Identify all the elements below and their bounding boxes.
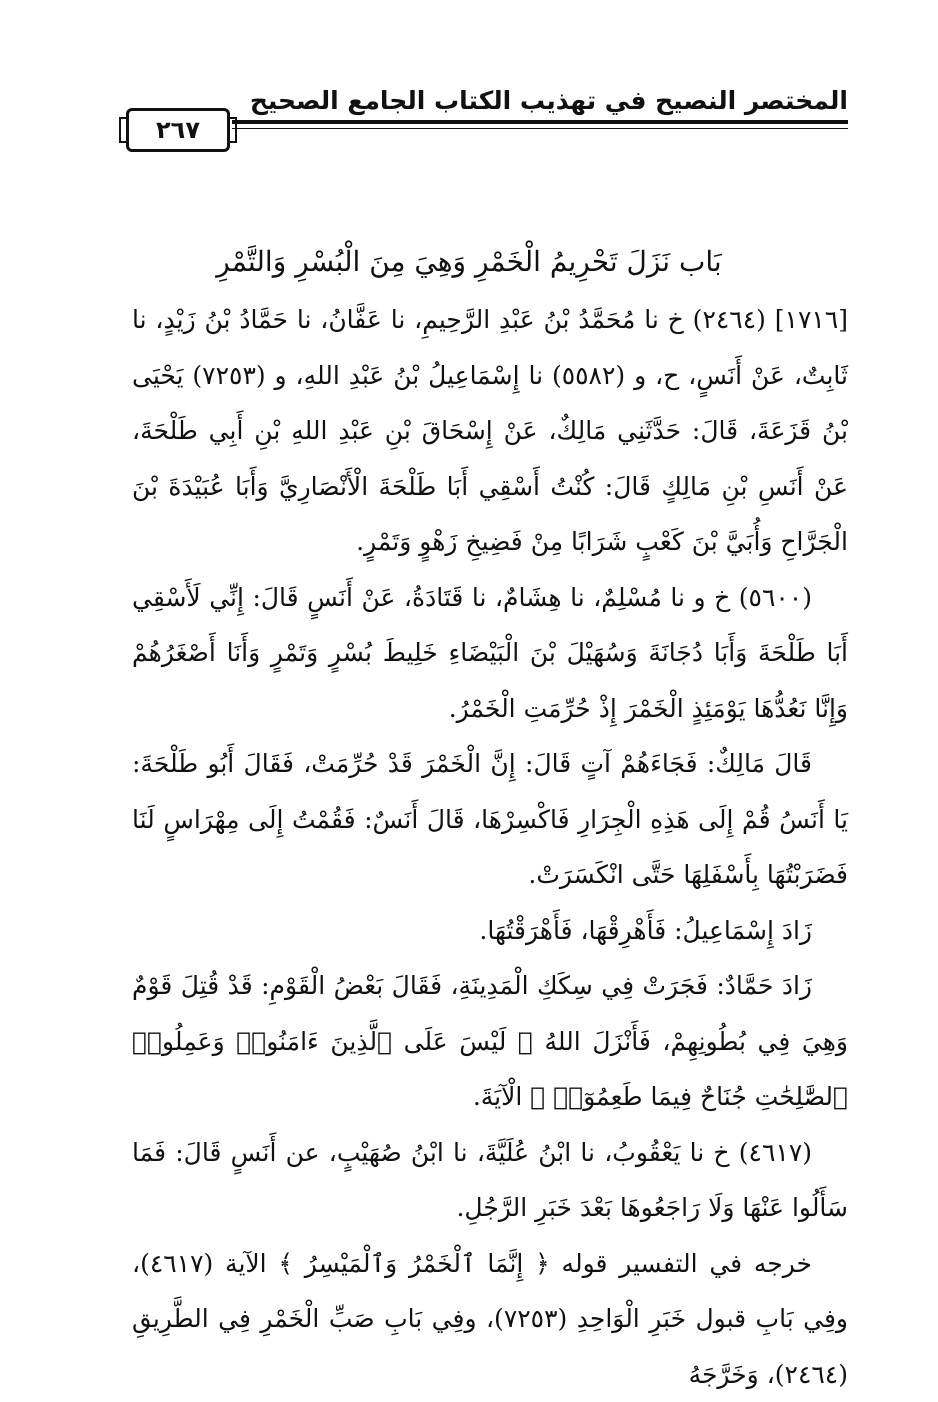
paragraph-ismail: زَادَ إِسْمَاعِيلُ: فَأَهْرِقْهَا، فَأَهْرَقْتُهَا. (132, 903, 848, 959)
paragraph-hadith-5600: (٥٦٠٠) خ و نا مُسْلِمٌ، نا هِشَامٌ، نا قَتَادَةُ، عَنْ أَنَسٍ قَالَ: إِنِّي لَأَسْقِي أَبَا طَلْحَةَ وَأَبَا دُجَانَةَ وَسُهَيْلَ بْنَ الْبَيْضَاءِ خَلِيطَ بُسْرٍ وَتَمْرٍ وَأَنَا أَصْغَرُهُمْ وَإِنَّا نَعُدُّهَا يَوْمَئِذٍ الْخَمْرَ إِذْ حُرِّمَتِ الْخَمْرُ. (132, 570, 848, 737)
running-title: المختصر النصيح في تهذيب الكتاب الجامع الصحيح (250, 86, 848, 116)
header-rule-thin (232, 128, 848, 129)
paragraph-takhrij: خرجه في التفسير قوله ﴿ إِنَّمَا ٱلْخَمْرُ وَٱلْمَيْسِرُ ﴾ الآية (٤٦١٧)، وفِي بَابِ قبول خَبَرِ الْوَاحِدِ (٧٢٥٣)، وفِي بَابِ صَبِّ الْخَمْرِ فِي الطَّرِيقِ (٢٤٦٤)، وَخَرَّجَهُ (132, 1236, 848, 1402)
chapter-title: بَاب نَزَلَ تَحْرِيمُ الْخَمْرِ وَهِيَ مِنَ الْبُسْرِ وَالتَّمْرِ (130, 240, 808, 284)
header-rule (232, 120, 848, 124)
page-number (126, 108, 230, 152)
body-text (132, 292, 848, 1402)
paragraph-hammad: زَادَ حَمَّادٌ: فَجَرَتْ فِي سِكَكِ الْمَدِينَةِ، فَقَالَ بَعْضُ الْقَوْمِ: قَدْ قُتِلَ قَوْمٌ وَهِيَ فِي بُطُونِهِمْ، فَأَنْزَلَ اللهُ ﴿ لَيْسَ عَلَى ٱلَّذِينَ ءَامَنُوا۟ وَعَمِلُوا۟ ٱلصَّٰلِحَٰتِ جُنَاحٌ فِيمَا طَعِمُوٓا۟ ﴾ الْآيَةَ. (132, 958, 848, 1125)
paragraph-hadith-4617: (٤٦١٧) خ نا يَعْقُوبُ، نا ابْنُ عُلَيَّةَ، نا ابْنُ صُهَيْبٍ، عن أَنَسٍ قَالَ: فَمَا سَأَلُوا عَنْهَا وَلَا رَاجَعُوهَا بَعْدَ خَبَرِ الرَّجُلِ. (132, 1125, 848, 1236)
paragraph-malik: قَالَ مَالِكٌ: فَجَاءَهُمْ آتٍ قَالَ: إِنَّ الْخَمْرَ قَدْ حُرِّمَتْ، فَقَالَ أَبُو طَلْحَةَ: يَا أَنَسُ قُمْ إِلَى هَذِهِ الْجِرَارِ فَاكْسِرْهَا، قَالَ أَنَسٌ: فَقُمْتُ إِلَى مِهْرَاسٍ لَنَا فَضَرَبْتُهَا بِأَسْفَلِهَا حَتَّى انْكَسَرَتْ. (132, 736, 848, 903)
page-number-text: ٢٦٧ (156, 116, 200, 144)
paragraph-hadith-1716: [١٧١٦] (٢٤٦٤) خ نا مُحَمَّدُ بْنُ عَبْدِ الرَّحِيمِ، نا عَفَّانُ، نا حَمَّادُ بْنُ زَيْدٍ، نا ثَابِتٌ، عَنْ أَنَسٍ، ح، و (٥٥٨٢) نا إِسْمَاعِيلُ بْنُ عَبْدِ اللهِ، و (٧٢٥٣) يَحْيَى بْنُ قَزَعَةَ، قَالَ: حَدَّثَنِي مَالِكٌ، عَنْ إِسْحَاقَ بْنِ عَبْدِ اللهِ بْنِ أَبِي طَلْحَةَ، عَنْ أَنَسِ بْنِ مَالِكٍ قَالَ: كُنْتُ أَسْقِي أَبَا طَلْحَةَ الْأَنْصَارِيَّ وَأَبَا عُبَيْدَةَ بْنَ الْجَرَّاحِ وَأُبَيَّ بْنَ كَعْبٍ شَرَابًا مِنْ فَضِيخِ زَهْوٍ وَتَمْرٍ. (132, 292, 848, 570)
